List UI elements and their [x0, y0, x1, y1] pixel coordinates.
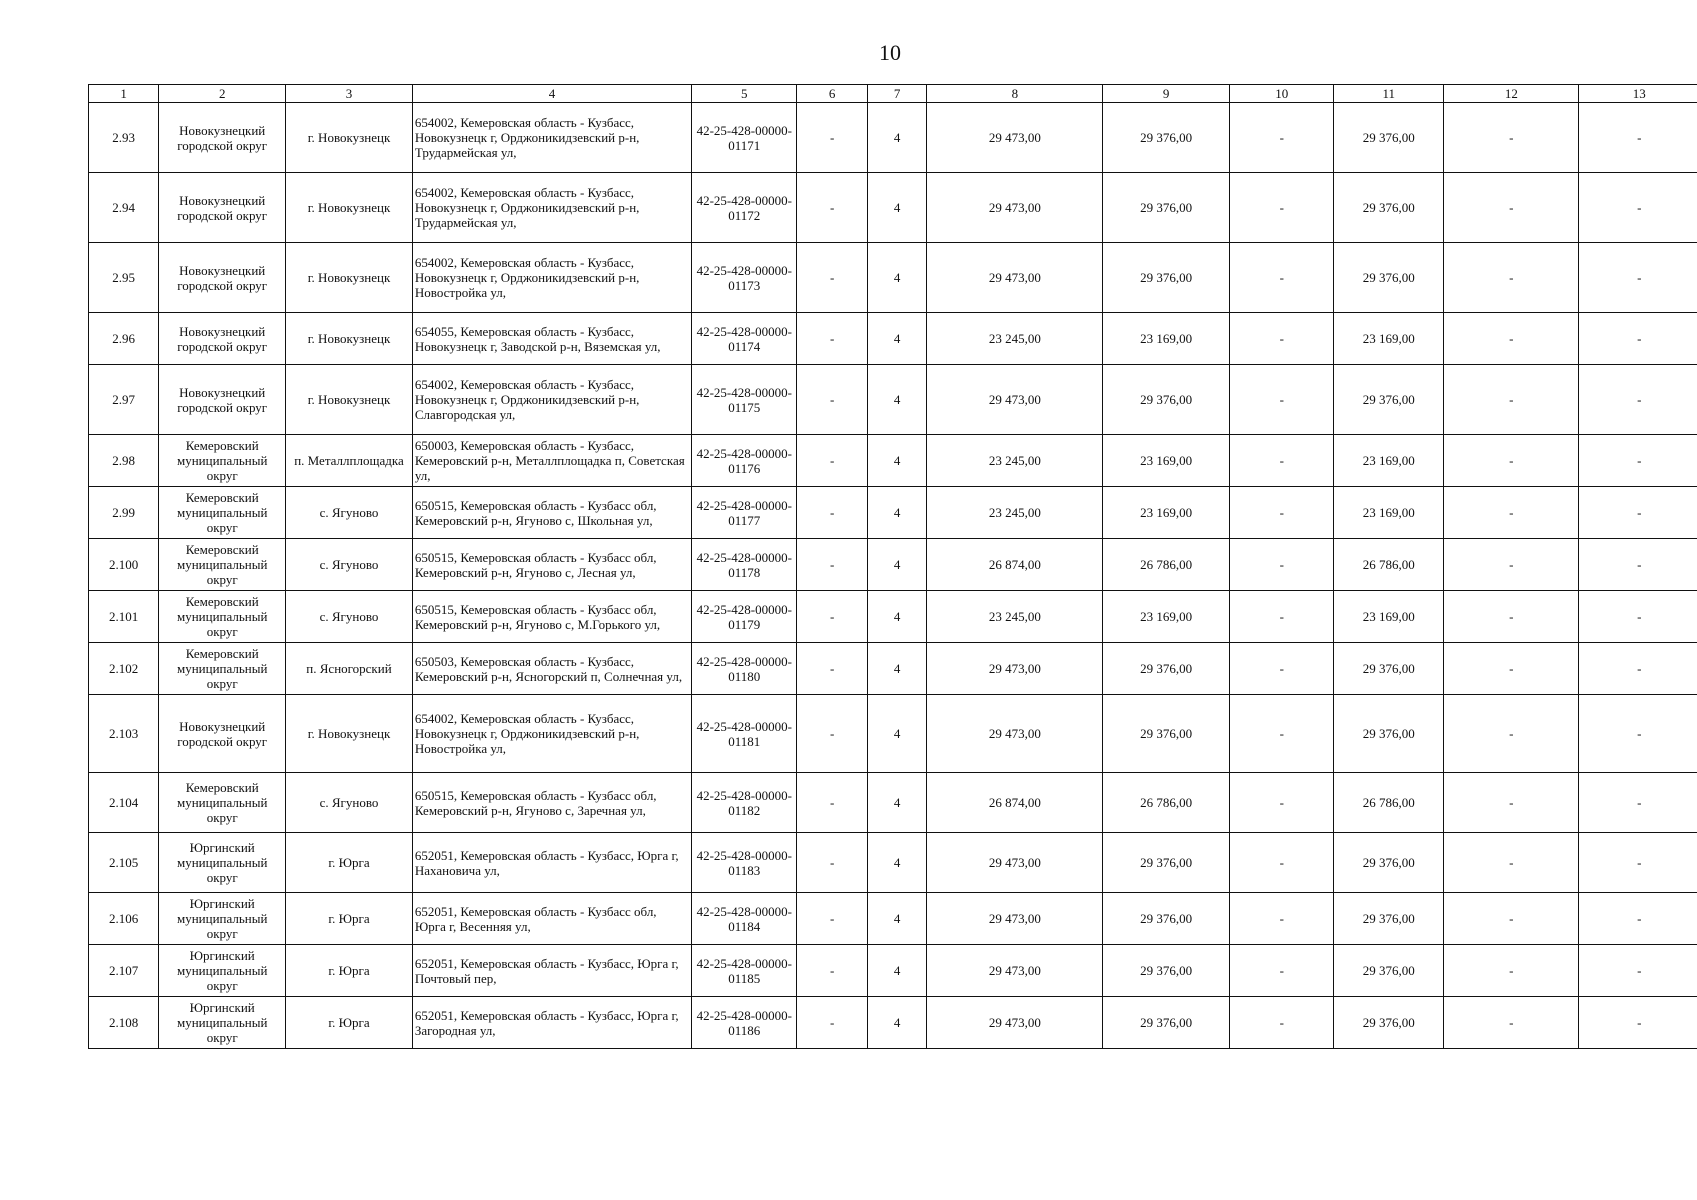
col10-cell: -	[1230, 997, 1334, 1049]
col6-cell: -	[797, 243, 867, 313]
row-number-cell: 2.103	[89, 695, 159, 773]
code-cell: 42-25-428-00000-01176	[692, 435, 797, 487]
col6-cell: -	[797, 643, 867, 695]
col6-cell: -	[797, 487, 867, 539]
code-cell: 42-25-428-00000-01186	[692, 997, 797, 1049]
col6-cell: -	[797, 997, 867, 1049]
col9-amount-cell: 29 376,00	[1103, 103, 1230, 173]
col13-cell: -	[1579, 945, 1697, 997]
col10-cell: -	[1230, 643, 1334, 695]
col13-cell: -	[1579, 893, 1697, 945]
col6-cell: -	[797, 435, 867, 487]
col9-amount-cell: 23 169,00	[1103, 313, 1230, 365]
address-cell: 652051, Кемеровская область - Кузбасс, Юрга г, Почтовый пер,	[412, 945, 691, 997]
row-number-cell: 2.105	[89, 833, 159, 893]
locality-cell: г. Новокузнецк	[286, 695, 413, 773]
col11-amount-cell: 23 169,00	[1334, 591, 1444, 643]
address-cell: 650515, Кемеровская область - Кузбасс обл, Кемеровский р-н, Ягуново с, М.Горького ул,	[412, 591, 691, 643]
district-cell: Кемеровский муниципальный округ	[159, 591, 286, 643]
col11-amount-cell: 23 169,00	[1334, 487, 1444, 539]
col12-cell: -	[1444, 893, 1579, 945]
col8-amount-cell: 23 245,00	[927, 487, 1103, 539]
col11-amount-cell: 29 376,00	[1334, 945, 1444, 997]
col10-cell: -	[1230, 591, 1334, 643]
col9-amount-cell: 23 169,00	[1103, 591, 1230, 643]
col10-cell: -	[1230, 313, 1334, 365]
locality-cell: п. Металлплощадка	[286, 435, 413, 487]
col10-cell: -	[1230, 487, 1334, 539]
col8-amount-cell: 29 473,00	[927, 695, 1103, 773]
code-cell: 42-25-428-00000-01171	[692, 103, 797, 173]
col6-cell: -	[797, 173, 867, 243]
col11-amount-cell: 23 169,00	[1334, 313, 1444, 365]
col9-amount-cell: 23 169,00	[1103, 487, 1230, 539]
col12-cell: -	[1444, 643, 1579, 695]
col6-cell: -	[797, 945, 867, 997]
table-row	[89, 313, 1697, 365]
column-header: 6	[797, 85, 867, 103]
col11-amount-cell: 23 169,00	[1334, 435, 1444, 487]
address-cell: 654055, Кемеровская область - Кузбасс, Новокузнецк г, Заводской р-н, Вяземская ул,	[412, 313, 691, 365]
col8-amount-cell: 26 874,00	[927, 539, 1103, 591]
col8-amount-cell: 29 473,00	[927, 997, 1103, 1049]
locality-cell: г. Новокузнецк	[286, 365, 413, 435]
col9-amount-cell: 29 376,00	[1103, 997, 1230, 1049]
row-number-cell: 2.108	[89, 997, 159, 1049]
address-cell: 650515, Кемеровская область - Кузбасс обл, Кемеровский р-н, Ягуново с, Заречная ул,	[412, 773, 691, 833]
code-cell: 42-25-428-00000-01173	[692, 243, 797, 313]
col13-cell: -	[1579, 173, 1697, 243]
code-cell: 42-25-428-00000-01174	[692, 313, 797, 365]
district-cell: Кемеровский муниципальный округ	[159, 643, 286, 695]
col9-amount-cell: 29 376,00	[1103, 243, 1230, 313]
col9-amount-cell: 29 376,00	[1103, 833, 1230, 893]
col9-amount-cell: 29 376,00	[1103, 893, 1230, 945]
col8-amount-cell: 29 473,00	[927, 173, 1103, 243]
col12-cell: -	[1444, 243, 1579, 313]
col12-cell: -	[1444, 487, 1579, 539]
col6-cell: -	[797, 773, 867, 833]
locality-cell: с. Ягуново	[286, 487, 413, 539]
table-row	[89, 591, 1697, 643]
district-cell: Новокузнецкий городской округ	[159, 103, 286, 173]
district-cell: Юргинский муниципальный округ	[159, 893, 286, 945]
col13-cell: -	[1579, 773, 1697, 833]
address-cell: 654002, Кемеровская область - Кузбасс, Новокузнецк г, Орджоникидзевский р-н, Новостройка ул,	[412, 243, 691, 313]
col13-cell: -	[1579, 365, 1697, 435]
district-cell: Кемеровский муниципальный округ	[159, 773, 286, 833]
col12-cell: -	[1444, 773, 1579, 833]
row-number-cell: 2.101	[89, 591, 159, 643]
locality-cell: г. Юрга	[286, 833, 413, 893]
code-cell: 42-25-428-00000-01178	[692, 539, 797, 591]
col8-amount-cell: 23 245,00	[927, 435, 1103, 487]
col6-cell: -	[797, 695, 867, 773]
district-cell: Юргинский муниципальный округ	[159, 945, 286, 997]
col10-cell: -	[1230, 435, 1334, 487]
column-header: 13	[1579, 85, 1697, 103]
col11-amount-cell: 26 786,00	[1334, 773, 1444, 833]
column-header: 9	[1103, 85, 1230, 103]
col9-amount-cell: 29 376,00	[1103, 643, 1230, 695]
table-row	[89, 435, 1697, 487]
district-cell: Юргинский муниципальный округ	[159, 997, 286, 1049]
code-cell: 42-25-428-00000-01179	[692, 591, 797, 643]
table-row	[89, 643, 1697, 695]
col11-amount-cell: 29 376,00	[1334, 833, 1444, 893]
row-number-cell: 2.104	[89, 773, 159, 833]
col13-cell: -	[1579, 997, 1697, 1049]
address-cell: 654002, Кемеровская область - Кузбасс, Новокузнецк г, Орджоникидзевский р-н, Славгородская ул,	[412, 365, 691, 435]
column-header: 7	[867, 85, 927, 103]
col8-amount-cell: 29 473,00	[927, 103, 1103, 173]
col8-amount-cell: 29 473,00	[927, 833, 1103, 893]
column-header: 4	[412, 85, 691, 103]
district-cell: Юргинский муниципальный округ	[159, 833, 286, 893]
table-row	[89, 365, 1697, 435]
col7-cell: 4	[867, 893, 927, 945]
locality-cell: п. Ясногорский	[286, 643, 413, 695]
table-row	[89, 773, 1697, 833]
col10-cell: -	[1230, 243, 1334, 313]
col12-cell: -	[1444, 435, 1579, 487]
col12-cell: -	[1444, 695, 1579, 773]
address-cell: 654002, Кемеровская область - Кузбасс, Новокузнецк г, Орджоникидзевский р-н, Трудармейская ул,	[412, 103, 691, 173]
col13-cell: -	[1579, 643, 1697, 695]
column-header: 2	[159, 85, 286, 103]
row-number-cell: 2.98	[89, 435, 159, 487]
col7-cell: 4	[867, 591, 927, 643]
col8-amount-cell: 29 473,00	[927, 365, 1103, 435]
column-header: 10	[1230, 85, 1334, 103]
col6-cell: -	[797, 365, 867, 435]
locality-cell: г. Новокузнецк	[286, 313, 413, 365]
table-row	[89, 243, 1697, 313]
col11-amount-cell: 29 376,00	[1334, 173, 1444, 243]
col10-cell: -	[1230, 945, 1334, 997]
col12-cell: -	[1444, 945, 1579, 997]
col13-cell: -	[1579, 103, 1697, 173]
col9-amount-cell: 29 376,00	[1103, 173, 1230, 243]
col7-cell: 4	[867, 643, 927, 695]
address-cell: 650515, Кемеровская область - Кузбасс обл, Кемеровский р-н, Ягуново с, Лесная ул,	[412, 539, 691, 591]
col10-cell: -	[1230, 833, 1334, 893]
column-header: 11	[1334, 85, 1444, 103]
col6-cell: -	[797, 313, 867, 365]
col10-cell: -	[1230, 103, 1334, 173]
locality-cell: с. Ягуново	[286, 773, 413, 833]
column-header: 1	[89, 85, 159, 103]
code-cell: 42-25-428-00000-01175	[692, 365, 797, 435]
locality-cell: г. Юрга	[286, 945, 413, 997]
page-number: 10	[879, 40, 901, 65]
row-number-cell: 2.100	[89, 539, 159, 591]
locality-cell: г. Юрга	[286, 997, 413, 1049]
col6-cell: -	[797, 833, 867, 893]
col11-amount-cell: 29 376,00	[1334, 695, 1444, 773]
col12-cell: -	[1444, 365, 1579, 435]
table-header-row	[89, 85, 1697, 103]
col13-cell: -	[1579, 487, 1697, 539]
col6-cell: -	[797, 539, 867, 591]
district-cell: Кемеровский муниципальный округ	[159, 435, 286, 487]
row-number-cell: 2.99	[89, 487, 159, 539]
column-header: 5	[692, 85, 797, 103]
col11-amount-cell: 26 786,00	[1334, 539, 1444, 591]
address-cell: 650515, Кемеровская область - Кузбасс обл, Кемеровский р-н, Ягуново с, Школьная ул,	[412, 487, 691, 539]
table-row	[89, 103, 1697, 173]
col10-cell: -	[1230, 695, 1334, 773]
locality-cell: г. Юрга	[286, 893, 413, 945]
locality-cell: с. Ягуново	[286, 591, 413, 643]
col7-cell: 4	[867, 435, 927, 487]
col9-amount-cell: 29 376,00	[1103, 365, 1230, 435]
col10-cell: -	[1230, 173, 1334, 243]
table-row	[89, 945, 1697, 997]
col10-cell: -	[1230, 539, 1334, 591]
col13-cell: -	[1579, 243, 1697, 313]
col7-cell: 4	[867, 487, 927, 539]
col8-amount-cell: 29 473,00	[927, 643, 1103, 695]
col7-cell: 4	[867, 365, 927, 435]
col12-cell: -	[1444, 833, 1579, 893]
col6-cell: -	[797, 591, 867, 643]
col13-cell: -	[1579, 695, 1697, 773]
col12-cell: -	[1444, 103, 1579, 173]
table-row	[89, 893, 1697, 945]
col7-cell: 4	[867, 695, 927, 773]
district-cell: Новокузнецкий городской округ	[159, 313, 286, 365]
row-number-cell: 2.93	[89, 103, 159, 173]
col13-cell: -	[1579, 539, 1697, 591]
table-row	[89, 695, 1697, 773]
col7-cell: 4	[867, 945, 927, 997]
col13-cell: -	[1579, 833, 1697, 893]
district-cell: Новокузнецкий городской округ	[159, 365, 286, 435]
address-cell: 652051, Кемеровская область - Кузбасс, Юрга г, Загородная ул,	[412, 997, 691, 1049]
col8-amount-cell: 23 245,00	[927, 313, 1103, 365]
col7-cell: 4	[867, 997, 927, 1049]
address-cell: 650503, Кемеровская область - Кузбасс, Кемеровский р-н, Ясногорский п, Солнечная ул,	[412, 643, 691, 695]
col12-cell: -	[1444, 539, 1579, 591]
col7-cell: 4	[867, 313, 927, 365]
table-row	[89, 997, 1697, 1049]
code-cell: 42-25-428-00000-01181	[692, 695, 797, 773]
col12-cell: -	[1444, 997, 1579, 1049]
address-cell: 654002, Кемеровская область - Кузбасс, Новокузнецк г, Орджоникидзевский р-н, Трудармейская ул,	[412, 173, 691, 243]
address-cell: 650003, Кемеровская область - Кузбасс, Кемеровский р-н, Металлплощадка п, Советская ул,	[412, 435, 691, 487]
col8-amount-cell: 29 473,00	[927, 243, 1103, 313]
locality-cell: г. Новокузнецк	[286, 103, 413, 173]
table-row	[89, 833, 1697, 893]
col7-cell: 4	[867, 539, 927, 591]
code-cell: 42-25-428-00000-01172	[692, 173, 797, 243]
district-cell: Новокузнецкий городской округ	[159, 695, 286, 773]
code-cell: 42-25-428-00000-01184	[692, 893, 797, 945]
col10-cell: -	[1230, 365, 1334, 435]
row-number-cell: 2.107	[89, 945, 159, 997]
address-cell: 652051, Кемеровская область - Кузбасс обл, Юрга г, Весенняя ул,	[412, 893, 691, 945]
col11-amount-cell: 29 376,00	[1334, 243, 1444, 313]
district-cell: Новокузнецкий городской округ	[159, 243, 286, 313]
code-cell: 42-25-428-00000-01185	[692, 945, 797, 997]
col11-amount-cell: 29 376,00	[1334, 893, 1444, 945]
col10-cell: -	[1230, 773, 1334, 833]
district-cell: Кемеровский муниципальный округ	[159, 539, 286, 591]
row-number-cell: 2.94	[89, 173, 159, 243]
col13-cell: -	[1579, 591, 1697, 643]
col7-cell: 4	[867, 833, 927, 893]
col7-cell: 4	[867, 243, 927, 313]
row-number-cell: 2.96	[89, 313, 159, 365]
district-cell: Новокузнецкий городской округ	[159, 173, 286, 243]
col11-amount-cell: 29 376,00	[1334, 365, 1444, 435]
code-cell: 42-25-428-00000-01180	[692, 643, 797, 695]
address-cell: 654002, Кемеровская область - Кузбасс, Новокузнецк г, Орджоникидзевский р-н, Новостройка ул,	[412, 695, 691, 773]
row-number-cell: 2.106	[89, 893, 159, 945]
col8-amount-cell: 29 473,00	[927, 945, 1103, 997]
col9-amount-cell: 26 786,00	[1103, 539, 1230, 591]
locality-cell: с. Ягуново	[286, 539, 413, 591]
row-number-cell: 2.95	[89, 243, 159, 313]
col9-amount-cell: 29 376,00	[1103, 695, 1230, 773]
table-body	[89, 85, 1697, 1049]
column-header: 12	[1444, 85, 1579, 103]
col6-cell: -	[797, 103, 867, 173]
col8-amount-cell: 23 245,00	[927, 591, 1103, 643]
col12-cell: -	[1444, 313, 1579, 365]
code-cell: 42-25-428-00000-01177	[692, 487, 797, 539]
column-header: 8	[927, 85, 1103, 103]
row-number-cell: 2.97	[89, 365, 159, 435]
col9-amount-cell: 26 786,00	[1103, 773, 1230, 833]
col13-cell: -	[1579, 435, 1697, 487]
col9-amount-cell: 23 169,00	[1103, 435, 1230, 487]
col8-amount-cell: 26 874,00	[927, 773, 1103, 833]
address-cell: 652051, Кемеровская область - Кузбасс, Юрга г, Нахановича ул,	[412, 833, 691, 893]
col7-cell: 4	[867, 173, 927, 243]
col12-cell: -	[1444, 173, 1579, 243]
col11-amount-cell: 29 376,00	[1334, 103, 1444, 173]
col8-amount-cell: 29 473,00	[927, 893, 1103, 945]
col11-amount-cell: 29 376,00	[1334, 643, 1444, 695]
code-cell: 42-25-428-00000-01183	[692, 833, 797, 893]
table-row	[89, 539, 1697, 591]
table-row	[89, 487, 1697, 539]
col9-amount-cell: 29 376,00	[1103, 945, 1230, 997]
code-cell: 42-25-428-00000-01182	[692, 773, 797, 833]
table-row	[89, 173, 1697, 243]
district-cell: Кемеровский муниципальный округ	[159, 487, 286, 539]
col13-cell: -	[1579, 313, 1697, 365]
locality-cell: г. Новокузнецк	[286, 173, 413, 243]
locality-cell: г. Новокузнецк	[286, 243, 413, 313]
col10-cell: -	[1230, 893, 1334, 945]
col7-cell: 4	[867, 103, 927, 173]
col12-cell: -	[1444, 591, 1579, 643]
col11-amount-cell: 29 376,00	[1334, 997, 1444, 1049]
registry-table	[88, 84, 1697, 1049]
col6-cell: -	[797, 893, 867, 945]
col7-cell: 4	[867, 773, 927, 833]
row-number-cell: 2.102	[89, 643, 159, 695]
column-header: 3	[286, 85, 413, 103]
